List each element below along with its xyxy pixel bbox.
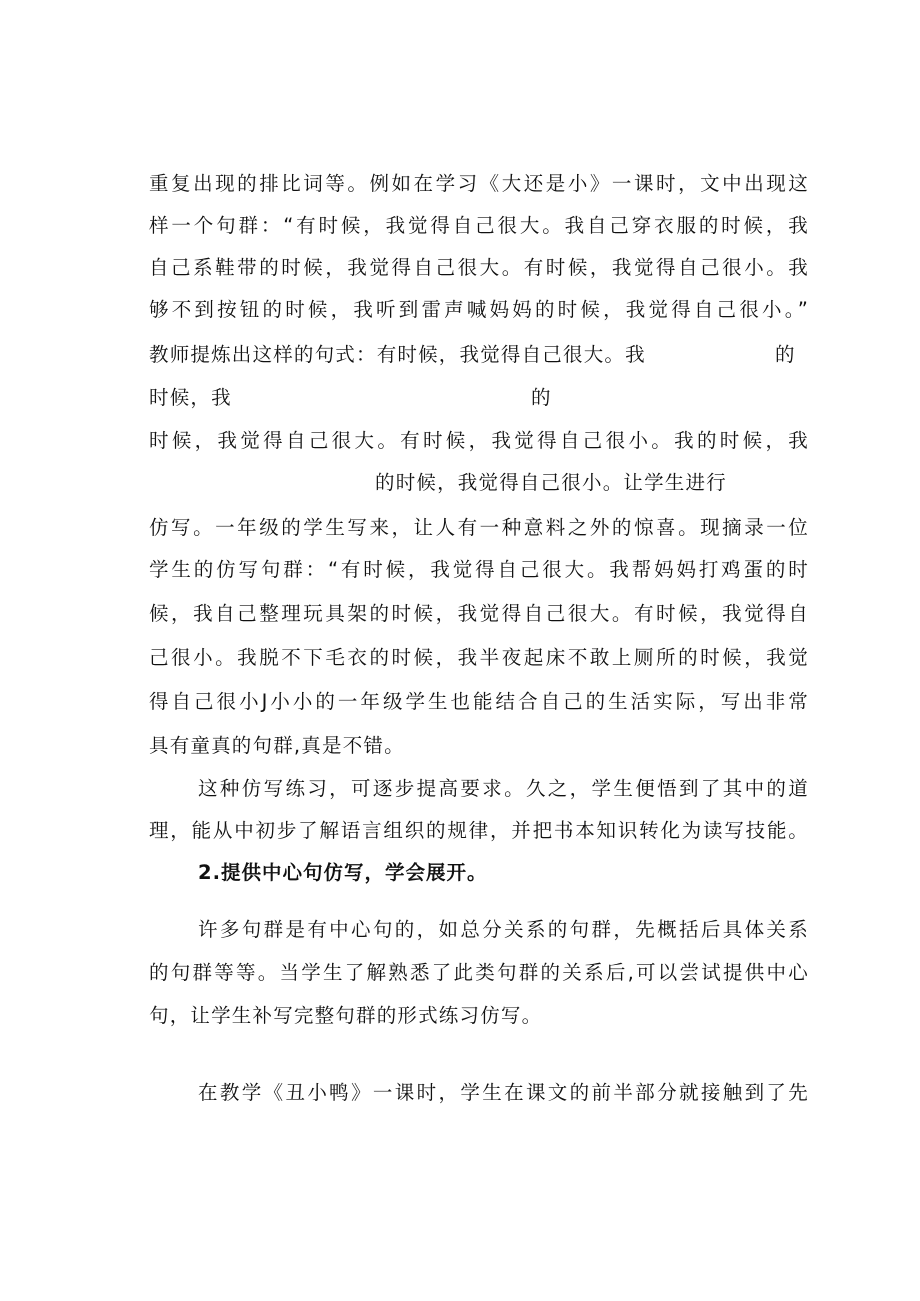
paragraph-line: 理，能从中初步了解语言组织的规律，并把书本知识转化为读写技能。 [149, 819, 809, 842]
pattern-line-right: 的 [775, 343, 796, 366]
paragraph-line: 这种仿写练习，可逐步提高要求。久之，学生便悟到了其中的道 [198, 777, 809, 800]
text-line: 够不到按钮的时候，我听到雷声喊妈妈的时候，我觉得自己很小。” [149, 298, 809, 321]
paragraph-line: 在教学《丑小鸭》一课时，学生在课文的前半部分就接触到了先 [198, 1081, 809, 1104]
text-line: 己很小。我脱不下毛衣的时候，我半夜起床不敢上厕所的时候，我觉 [149, 646, 809, 669]
paragraph-line: 句，让学生补写完整句群的形式练习仿写。 [149, 1004, 543, 1027]
pattern-line: 时候，我觉得自己很大。有时候，我觉得自己很小。我的时候，我 [149, 429, 809, 452]
text-line: 样一个句群：“有时候，我觉得自己很大。我自己穿衣服的时候，我 [149, 214, 809, 237]
text-line: 得自己很小J小小的一年级学生也能结合自己的生活实际，写出非常 [149, 690, 809, 713]
section-heading: 2.提供中心句仿写，学会展开。 [198, 861, 488, 884]
text-line: 重复出现的排比词等。例如在学习《大还是小》一课时，文中出现这 [149, 172, 809, 195]
text-line: 候，我自己整理玩具架的时候，我觉得自己很大。有时候，我觉得自 [149, 602, 809, 625]
pattern-line-right: 的 [531, 386, 552, 409]
text-line: 自己系鞋带的时候，我觉得自己很大。有时候，我觉得自己很小。我 [149, 256, 809, 279]
pattern-line: 的时候，我觉得自己很小。让学生进行 [375, 471, 727, 494]
text-line: 仿写。一年级的学生写来，让人有一种意料之外的惊喜。现摘录一位 [149, 516, 809, 539]
pattern-line-left: 时候，我 [149, 386, 232, 409]
text-line: 具有童真的句群,真是不错。 [149, 734, 405, 757]
paragraph-line: 许多句群是有中心句的，如总分关系的句群，先概括后具体关系 [198, 918, 809, 941]
paragraph-line: 的句群等等。当学生了解熟悉了此类句群的关系后,可以尝试提供中心 [149, 961, 809, 984]
pattern-line-left: 教师提炼出这样的句式：有时候，我觉得自己很大。我 [149, 343, 646, 366]
text-line: 学生的仿写句群：“有时候，我觉得自己很大。我帮妈妈打鸡蛋的时 [149, 558, 809, 581]
